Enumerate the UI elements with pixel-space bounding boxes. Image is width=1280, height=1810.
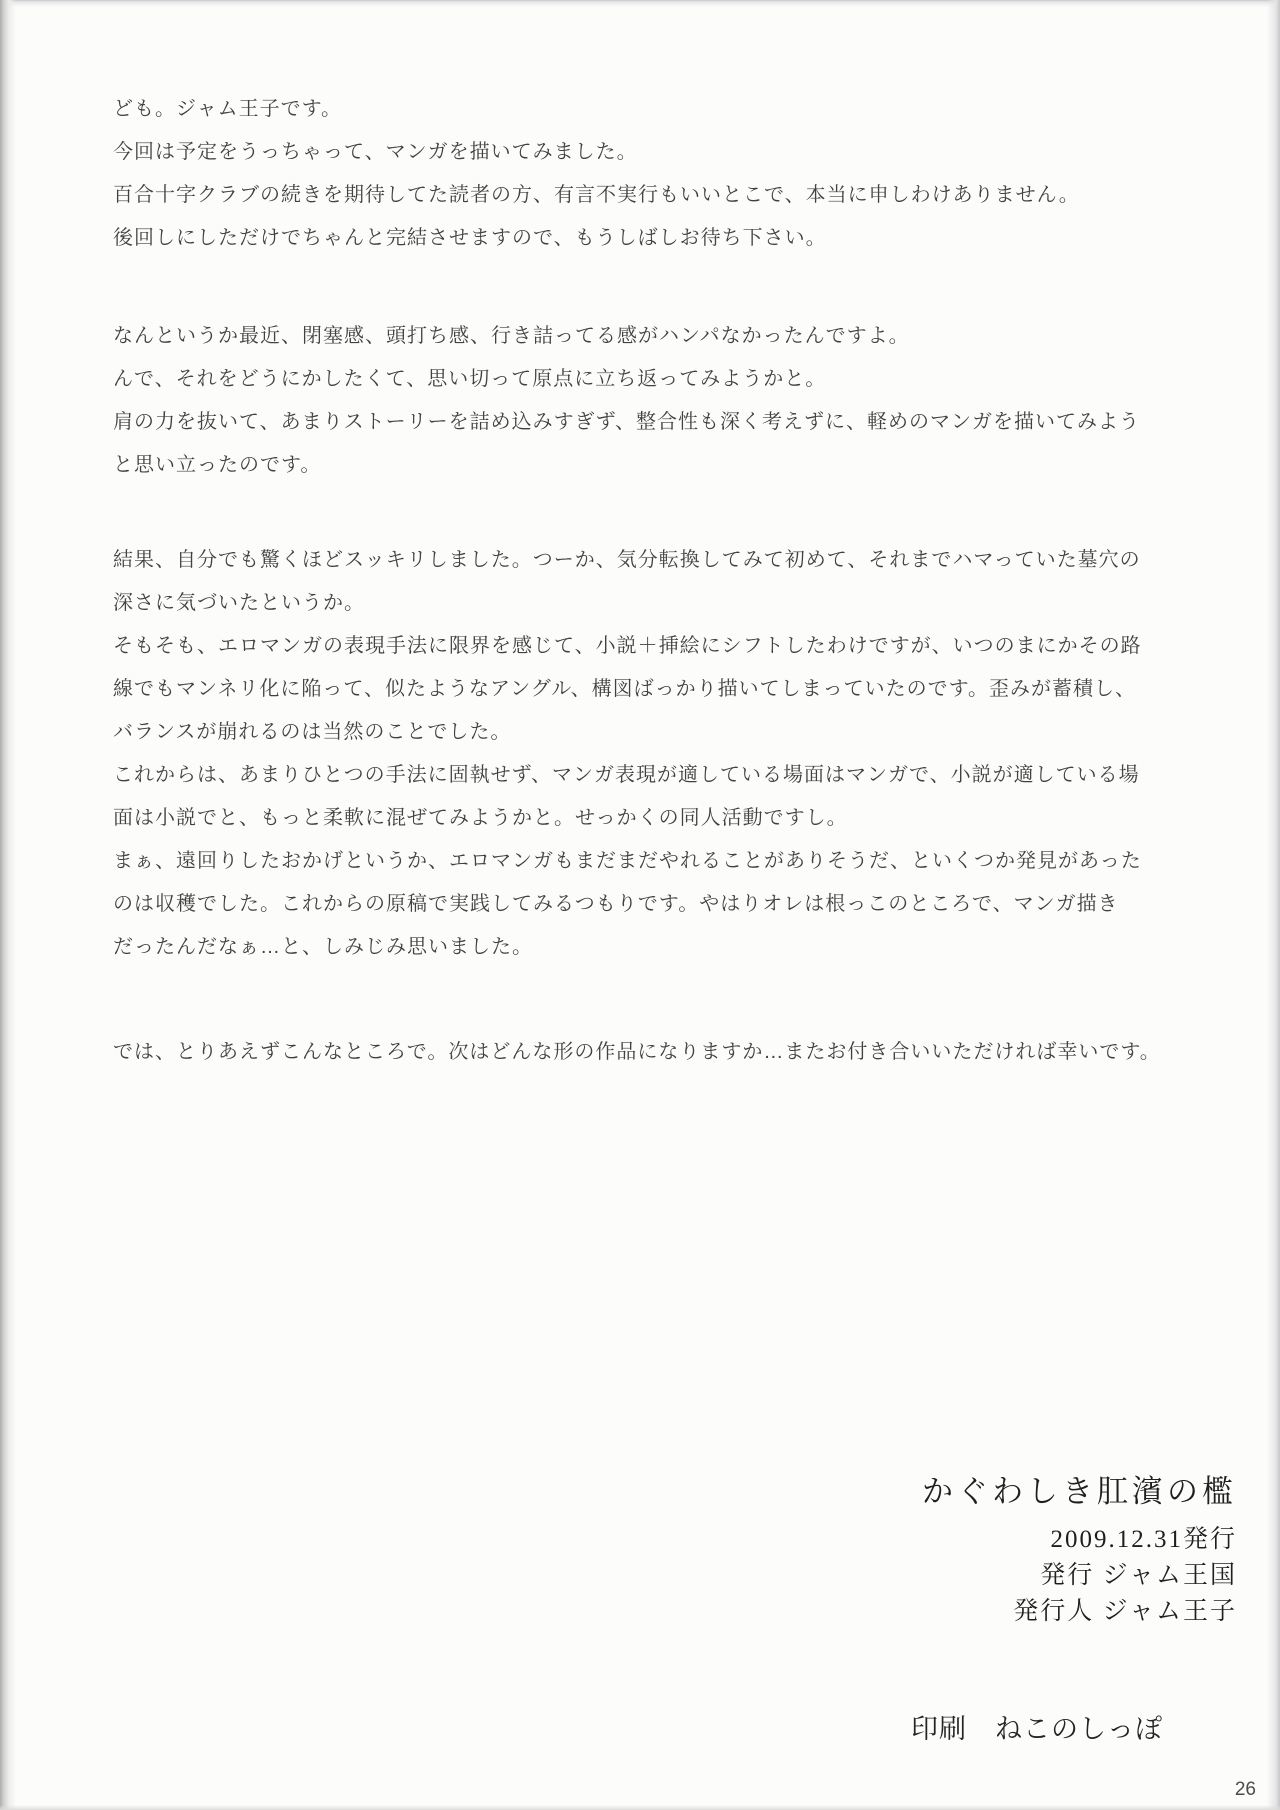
paragraph-reflection bbox=[113, 539, 1193, 969]
text-line: 深さに気づいたというか。 bbox=[113, 592, 365, 614]
text-line: ども。ジャム王子です。 bbox=[113, 98, 342, 120]
afterword-text bbox=[113, 88, 1193, 1074]
text-line: んで、それをどうにかしたくて、思い切って原点に立ち返ってみようかと。 bbox=[113, 368, 827, 390]
printer-credit: 印刷 ねこのしっぽ bbox=[911, 1714, 1163, 1744]
scan-edge-top bbox=[0, 0, 1280, 7]
text-line: 百合十字クラブの続きを期待してた読者の方、有言不実行もいいとこで、本当に申しわけありません。 bbox=[113, 184, 1080, 206]
text-line: まぁ、遠回りしたおかげというか、エロマンガもまだまだやれることがありそうだ、といくつか発見があった bbox=[113, 850, 1142, 872]
text-line: のは収穫でした。これからの原稿で実践してみるつもりです。やはりオレは根っこのところで、マンガ描き bbox=[113, 893, 1119, 915]
text-line: 今回は予定をうっちゃって、マンガを描いてみました。 bbox=[113, 141, 638, 163]
page-number: 26 bbox=[1234, 1779, 1256, 1800]
book-title: かぐわしき肛濱の檻 bbox=[922, 1474, 1237, 1509]
text-line: なんというか最近、閉塞感、頭打ち感、行き詰ってる感がハンパなかったんですよ。 bbox=[113, 325, 910, 347]
text-line: では、とりあえずこんなところで。次はどんな形の作品になりますか…またお付き合いいただければ幸いです。 bbox=[113, 1041, 1161, 1063]
text-line: 面は小説でと、もっと柔軟に混ぜてみようかと。せっかくの同人活動ですし。 bbox=[113, 807, 848, 829]
scan-edge-left bbox=[0, 0, 16, 1810]
text-line: だったんだなぁ…と、しみじみ思いました。 bbox=[113, 936, 533, 958]
scan-edge-bottom bbox=[0, 1805, 1280, 1810]
paragraph-greeting bbox=[113, 88, 1193, 260]
scan-edge-right bbox=[1267, 0, 1280, 1810]
text-line: 結果、自分でも驚くほどスッキリしました。つーか、気分転換してみて初めて、それまでハマっていた墓穴の bbox=[113, 549, 1141, 571]
text-line: バランスが崩れるのは当然のことでした。 bbox=[113, 721, 512, 743]
colophon bbox=[922, 1470, 1237, 1630]
text-line: これからは、あまりひとつの手法に固執せず、マンガ表現が適している場面はマンガで、小説が適している場 bbox=[113, 764, 1140, 786]
text-line: 肩の力を抜いて、あまりストーリーを詰め込みすぎず、整合性も深く考えずに、軽めのマンガを描いてみよう bbox=[113, 411, 1140, 433]
text-line: 後回しにしただけでちゃんと完結させますので、もうしばしお待ち下さい。 bbox=[113, 227, 827, 249]
paragraph-motivation bbox=[113, 315, 1193, 487]
text-line: 線でもマンネリ化に陥って、似たようなアングル、構図ばっかり描いてしまっていたのです。歪みが蓄積し、 bbox=[113, 678, 1136, 700]
text-line: そもそも、エロマンガの表現手法に限界を感じて、小説＋挿絵にシフトしたわけですが、いつのまにかその路 bbox=[113, 635, 1142, 657]
publication-date: 2009.12.31発行 bbox=[1050, 1526, 1237, 1553]
publisher-circle: 発行 ジャム王国 bbox=[1040, 1562, 1237, 1589]
paragraph-closing bbox=[113, 1031, 1193, 1074]
text-line: と思い立ったのです。 bbox=[113, 454, 322, 476]
publisher-person: 発行人 ジャム王子 bbox=[1013, 1598, 1237, 1625]
